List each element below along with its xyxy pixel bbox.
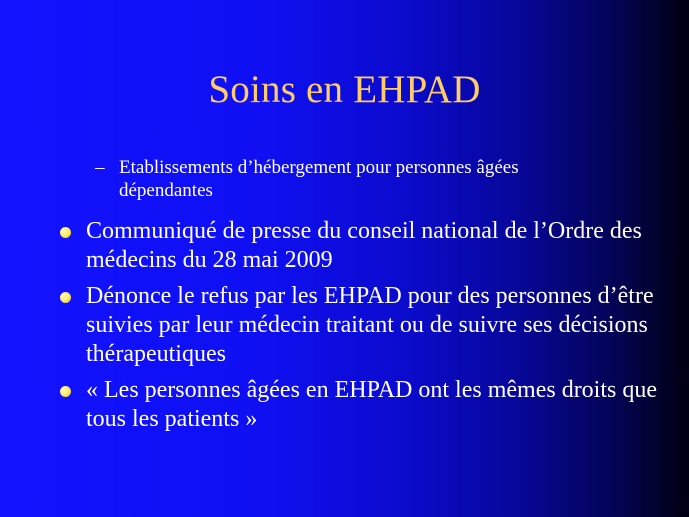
bullet-text: Dénonce le refus par les EHPAD pour des personnes d’être suivies par leur médecin traitant ou de suivre ses décisions thérapeutiques [86,283,654,367]
bullet-text: Communiqué de presse du conseil national de l’Ordre des médecins du 28 mai 2009 [86,218,642,273]
subtitle-text: Etablissements d’hébergement pour personnes âgées dépendantes [119,157,519,201]
bullet-dot-icon [60,386,71,397]
bullet-text: « Les personnes âgées en EHPAD ont les mêmes droits que tous les patients » [86,377,658,432]
bullet-item [58,217,658,275]
bullet-item [58,376,658,434]
subtitle-dash: – [95,157,105,178]
bullet-dot-icon [60,227,71,238]
bullet-dot-icon [60,292,71,303]
bullet-item [58,282,658,369]
bullet-list [58,217,658,441]
subtitle [95,156,615,202]
slide-title: Soins en EHPAD [208,68,481,111]
